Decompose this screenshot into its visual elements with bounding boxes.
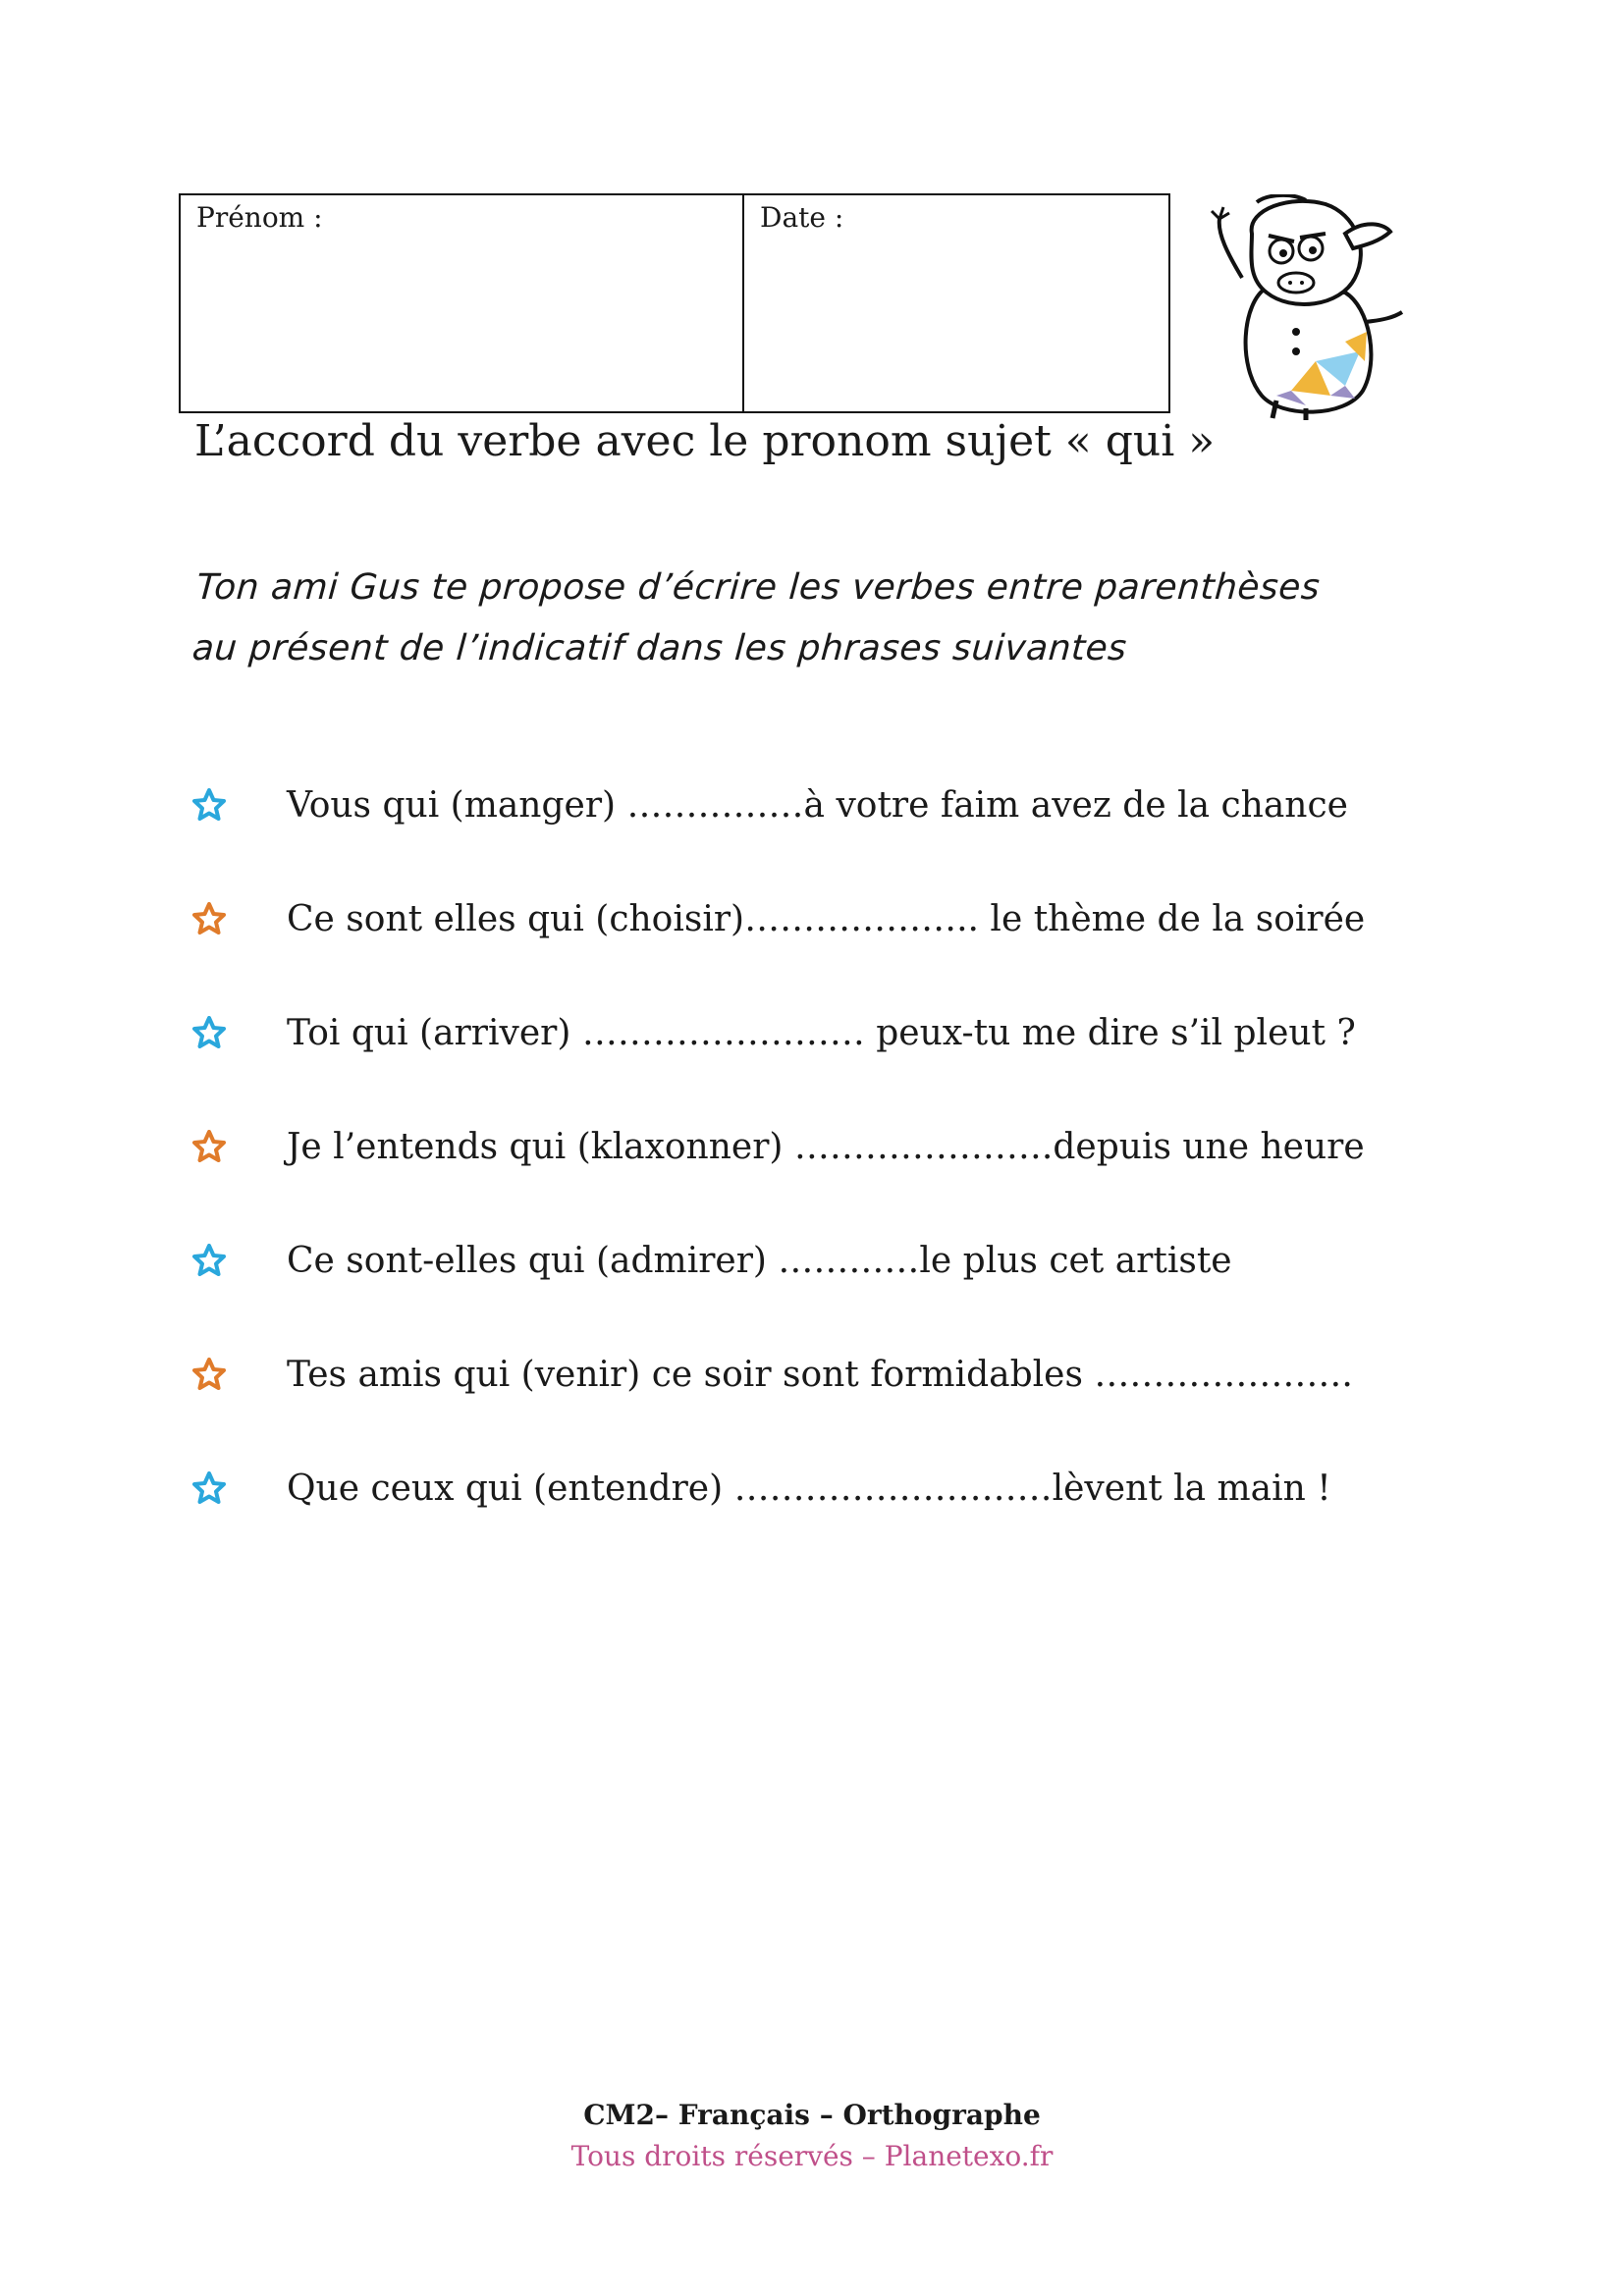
instructions [190, 558, 1466, 679]
exercise-item [192, 1117, 1365, 1176]
name-date-box [179, 193, 1170, 413]
page-title: L’accord du verbe avec le pronom sujet « qui » [194, 416, 1216, 466]
star-icon [192, 1471, 226, 1505]
exercise-sentence: Tes amis qui (venir) ce soir sont formidables …………………. [287, 1354, 1353, 1395]
exercise-item [192, 1345, 1353, 1404]
date-label: Date : [760, 201, 844, 234]
exercise-item [192, 1003, 1356, 1062]
date-field[interactable] [744, 195, 1168, 411]
star-icon [192, 1016, 226, 1049]
exercise-sentence: Je l’entends qui (klaxonner) ………………….depuis une heure [287, 1126, 1365, 1167]
exercise-item [192, 1459, 1331, 1518]
instruction-line: Ton ami Gus te propose d’écrire les verbes entre parenthèses [194, 567, 1322, 608]
footer-subject: CM2– Français – Orthographe [583, 2099, 1041, 2131]
exercise-item [192, 775, 1348, 834]
footer-copyright: Tous droits réservés – Planetexo.fr [570, 2140, 1054, 2172]
sheep-mascot-icon [1198, 194, 1414, 420]
instruction-line: au présent de l’indicatif dans les phrases suivantes [190, 628, 1129, 668]
exercise-sentence: Toi qui (arriver) …………………… peux-tu me dire s’il pleut ? [287, 1012, 1356, 1053]
first-name-label: Prénom : [196, 201, 323, 234]
star-icon [192, 902, 226, 935]
exercise-item [192, 889, 1365, 948]
exercise-item [192, 1231, 1232, 1290]
star-icon [192, 1358, 226, 1391]
exercise-sentence: Que ceux qui (entendre) ………………………lèvent la main ! [287, 1468, 1331, 1509]
exercise-sentence: Ce sont elles qui (choisir)……………….. le thème de la soirée [287, 898, 1366, 939]
exercise-sentence: Vous qui (manger) ……………à votre faim avez de la chance [287, 784, 1348, 826]
first-name-field[interactable] [181, 195, 744, 411]
star-icon [192, 1130, 226, 1163]
star-icon [192, 1244, 226, 1277]
exercise-sentence: Ce sont-elles qui (admirer) …………le plus cet artiste [287, 1240, 1232, 1281]
star-icon [192, 788, 226, 822]
